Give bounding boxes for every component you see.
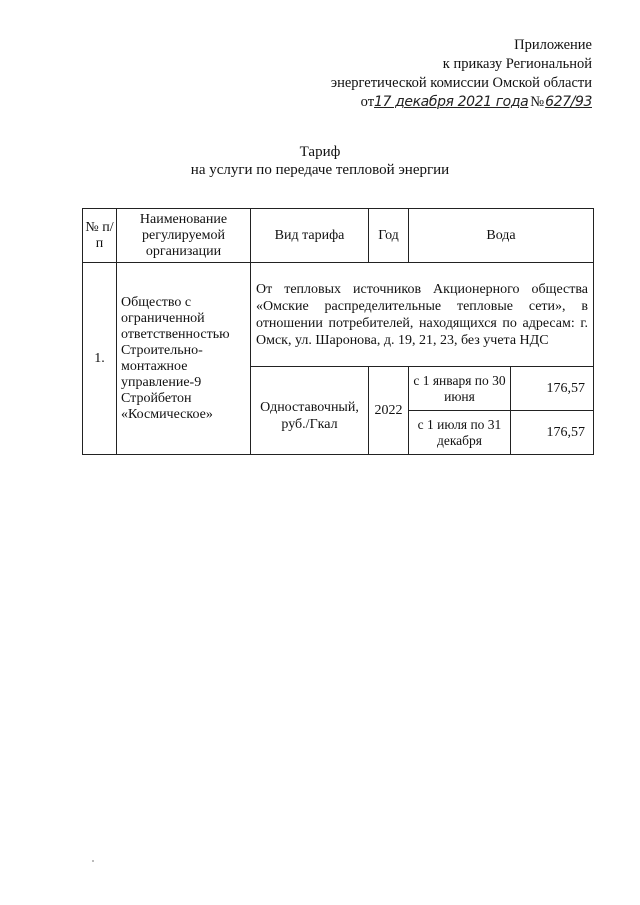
- handwritten-number: 627/93: [545, 94, 592, 110]
- heat-source-description: От тепловых источников Акционерного общества «Омские распределительные тепловые сети», в отношении потребителей, находящихся по адресам: г. Омск, ул. Шаронова, д. 19, 21, 23, без учета НДС: [251, 263, 594, 367]
- table-header-row: [83, 209, 594, 263]
- order-reference: к приказу Региональной: [442, 56, 592, 72]
- header-year: Год: [369, 209, 409, 263]
- tariff-year: 2022: [369, 367, 409, 455]
- row-number: 1.: [83, 263, 117, 455]
- appendix-header: [331, 36, 592, 112]
- number-sign: №: [530, 94, 545, 110]
- document-title: Тариф: [299, 144, 341, 160]
- tariff-table: [82, 208, 594, 455]
- period-first-half: с 1 января по 30 июня: [409, 367, 511, 411]
- header-num: № п/п: [83, 209, 117, 263]
- appendix-label: Приложение: [514, 37, 592, 53]
- period-second-half: с 1 июля по 31 декабря: [409, 411, 511, 455]
- scan-speck: [92, 860, 94, 862]
- header-tariff-type: Вид тарифа: [251, 209, 369, 263]
- price-second-half: 176,57: [511, 411, 594, 455]
- table-row: [83, 263, 594, 367]
- document-subtitle: на услуги по передаче тепловой энергии: [190, 162, 450, 178]
- tariff-type: Одноставочный, руб./Гкал: [251, 367, 369, 455]
- date-prefix: от: [360, 94, 375, 110]
- header-org: Наименование регулируемой организации: [117, 209, 251, 263]
- header-water: Вода: [409, 209, 594, 263]
- organization-name: Общество с ограниченной ответственностью Строительно-монтажное управление-9 Стройбетон «Космическое»: [117, 263, 251, 455]
- price-first-half: 176,57: [511, 367, 594, 411]
- handwritten-date: 17 декабря 2021 года: [374, 94, 529, 110]
- order-date-number: [331, 93, 592, 112]
- commission-name: энергетической комиссии Омской области: [330, 75, 592, 91]
